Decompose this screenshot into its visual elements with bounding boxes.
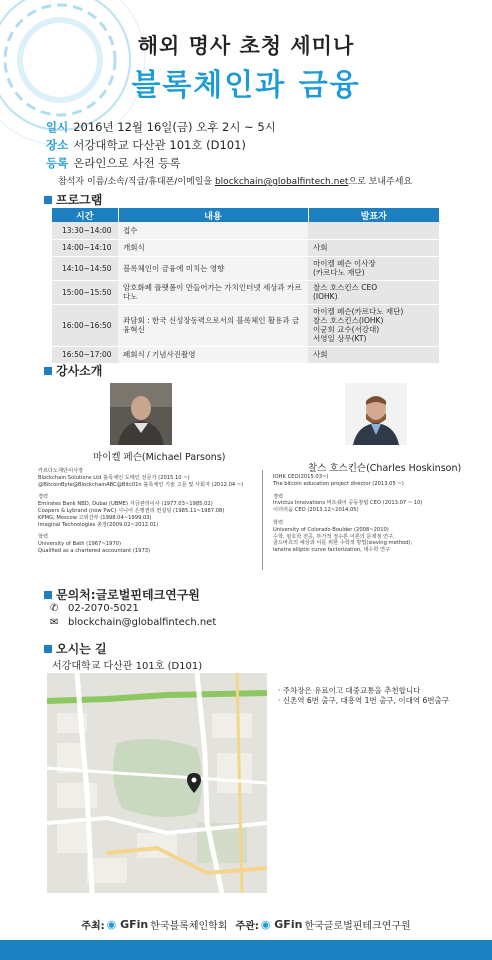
host-label: 주최: xyxy=(81,920,105,932)
row-speaker: 사회 xyxy=(308,239,439,256)
row-content: 블록체인이 금융에 미치는 영향 xyxy=(118,256,308,280)
speaker1-name: 마이켈 페슨(Michael Parsons) xyxy=(93,452,226,463)
bio-line: 골드바흐의 예상과 이를 위한 수학적 방법(sieving method), xyxy=(273,540,413,547)
gfin-logo-icon: ◉ xyxy=(106,917,117,931)
bio-line: 카르다노재단이사장 xyxy=(38,468,84,474)
row-content: 좌담회 : 한국 신성장동력으로서의 블록체인 활용과 금융혁신 xyxy=(118,304,308,346)
speaker-divider xyxy=(262,470,263,570)
host-name: 한국블록체인학회 xyxy=(150,920,228,932)
bio-line: 이더리움 CEO (2013.12~2014.05) xyxy=(273,507,359,514)
bio-line: The bitcoin education project director (2013.05 ~) xyxy=(273,480,404,487)
row-speaker xyxy=(308,222,439,239)
row-content: 개회식 xyxy=(118,239,308,256)
row-time: 14:00~14:10 xyxy=(52,239,118,256)
gfin-logo-text: GFin xyxy=(274,917,303,931)
note-suffix: 으로 보내주세요 xyxy=(348,177,413,187)
envelope-icon: ✉ xyxy=(50,617,59,628)
phone-icon: ✆ xyxy=(50,603,59,614)
speaker1-bio xyxy=(38,468,243,561)
bio-line: 학력 xyxy=(38,534,49,541)
speaker2-portrait xyxy=(345,383,407,445)
row-speaker: 마이켈 페슨 이사장 (카르다노 재단) xyxy=(308,256,439,280)
date-row xyxy=(46,118,412,136)
speaker2-bio xyxy=(273,474,422,560)
contact-heading-text: 문의처:글로벌핀테크연구원 xyxy=(56,588,200,602)
contact-email-address[interactable]: blockchain@globalfintech.net xyxy=(68,617,217,628)
bottom-bar xyxy=(0,940,492,960)
program-table xyxy=(52,208,439,364)
seminar-subtitle: 해외 명사 초청 세미나 xyxy=(137,34,355,58)
bio-line: Coopers & Lybrand (now PwC) 시니어 은행권리 컨설팅 (1985.11~1987.08) xyxy=(38,507,225,514)
speaker2-name: 찰스 호스킨슨(Charles Hoskinson) xyxy=(308,463,462,474)
gfin-logo xyxy=(261,918,303,931)
section-bullet-icon xyxy=(44,367,52,375)
registration-value: 온라인으로 사전 등록 xyxy=(73,156,181,170)
speakers-heading xyxy=(44,362,102,379)
bio-line: 수학, 암호학 전공, 부가적 정수론 이론의 문제점 연구, xyxy=(273,533,395,540)
program-heading-text: 프로그램 xyxy=(56,193,103,207)
program-heading xyxy=(44,191,102,208)
gfin-logo-text: GFin xyxy=(120,917,149,931)
bio-line: Blockchain Solutions Ltd 블록체인 도메인 전문가 (2015.10 ~) xyxy=(38,474,190,481)
directions-heading xyxy=(44,640,107,657)
footer-organizers xyxy=(0,912,492,936)
directions-heading-text: 오시는 길 xyxy=(56,642,107,656)
bio-line: KPMG, Moscow 고위간부 (1998.04~1999.03) xyxy=(38,514,152,521)
table-row xyxy=(52,280,439,304)
seminar-title: 블록체인과 금융 xyxy=(131,68,361,103)
row-content: 폐회식 / 기념사진촬영 xyxy=(118,346,308,363)
event-info xyxy=(46,118,412,191)
transit-note: · 신촌역 6번 출구, 대흥역 1번 출구, 이대역 6번출구 xyxy=(278,696,449,705)
row-content: 접수 xyxy=(118,222,308,239)
table-row xyxy=(52,239,439,256)
organizer-label: 주관: xyxy=(235,920,259,932)
bio-line: 경력 xyxy=(273,493,284,500)
date-value: 2016년 12월 16일(금) 오후 2시 ~ 5시 xyxy=(73,120,276,134)
row-content: 암호화폐 플랫폼이 만들어가는 가치인터넷 세상과 카르다노 xyxy=(118,280,308,304)
phone-number[interactable]: 02-2070-5021 xyxy=(68,603,139,614)
row-time: 16:50~17:00 xyxy=(52,346,118,363)
col-time: 시간 xyxy=(52,208,118,222)
transit-notes xyxy=(278,686,449,706)
bio-line: @BitcoinByte@BlockchainABC@Bitc01n 블록체인 기술 고문 및 사회자 (2012.04 ~) xyxy=(38,481,244,488)
speaker1-photo xyxy=(110,383,172,445)
gfin-logo-icon: ◉ xyxy=(260,917,271,931)
bio-line: IOHK CEO(2015.03~) xyxy=(273,474,329,480)
bio-line: 경력 xyxy=(38,494,49,501)
row-time: 15:00~15:50 xyxy=(52,280,118,304)
gfin-logo xyxy=(107,918,149,931)
row-speaker: 마이켈 페슨(카르다노 재단) 찰스 호스킨스(IOHK) 이균희 교수(서강대) 서영일 상무(KT) xyxy=(308,304,439,346)
table-row xyxy=(52,222,439,239)
transit-note: · 주차장은 유료이고 대중교통을 추천합니다 xyxy=(278,686,421,695)
table-row xyxy=(52,304,439,346)
contact-email xyxy=(50,617,216,628)
speaker1-portrait xyxy=(110,383,172,445)
bio-line: University of Bath (1967~1970) xyxy=(38,541,121,548)
registration-note xyxy=(46,173,412,191)
organizer-name: 한국글로벌핀테크연구원 xyxy=(304,920,411,932)
place-row xyxy=(46,136,412,154)
speaker2-photo xyxy=(345,383,407,445)
bio-line: 학력 xyxy=(273,519,284,526)
directions-address: 서강대학교 다산관 101호 (D101) xyxy=(52,661,203,672)
row-speaker: 사회 xyxy=(308,346,439,363)
section-bullet-icon xyxy=(44,196,52,204)
bio-line: Imaginal Technologies 총장(2009.02~2012.01) xyxy=(38,521,159,528)
bio-line: Emirates Bank NBD, Dubai (UBME) 자금관리이사 (1977.03~1985.02) xyxy=(38,501,213,508)
contact-phone xyxy=(50,603,139,614)
place-value: 서강대학교 다산관 101호 (D101) xyxy=(73,138,246,152)
registration-email-link[interactable]: blockchain@globalfintech.net xyxy=(214,177,349,187)
registration-row xyxy=(46,154,412,172)
row-time: 13:30~14:00 xyxy=(52,222,118,239)
speakers-heading-text: 강사소개 xyxy=(56,364,103,378)
row-speaker: 찰스 호스킨스 CEO (IOHK) xyxy=(308,280,439,304)
bio-line: Invictus Innovations 비트쉐어 공동창립 CEO (2013.07 ~ 10) xyxy=(273,500,423,507)
col-content: 내용 xyxy=(118,208,308,222)
map-graphic xyxy=(47,673,267,893)
table-row xyxy=(52,346,439,363)
location-map[interactable] xyxy=(47,673,267,893)
contact-heading xyxy=(44,586,200,603)
bio-line: lenstra elliptic curve factorization, 대수학 연구 xyxy=(273,547,391,554)
place-label: 장소 xyxy=(46,138,69,152)
row-time: 16:00~16:50 xyxy=(52,304,118,346)
table-row xyxy=(52,256,439,280)
col-speaker: 발표자 xyxy=(308,208,439,222)
bio-line: Qualified as a chartered accountant (1973) xyxy=(38,547,151,554)
registration-label: 등록 xyxy=(46,156,69,170)
note-prefix: 참석자 이름/소속/직급/휴대폰/이메일을 xyxy=(58,177,215,187)
section-bullet-icon xyxy=(44,591,52,599)
row-time: 14:10~14:50 xyxy=(52,256,118,280)
bio-line: University of Colorado Boulder (2008~2010) xyxy=(273,526,389,533)
section-bullet-icon xyxy=(44,645,52,653)
date-label: 일시 xyxy=(46,120,69,134)
